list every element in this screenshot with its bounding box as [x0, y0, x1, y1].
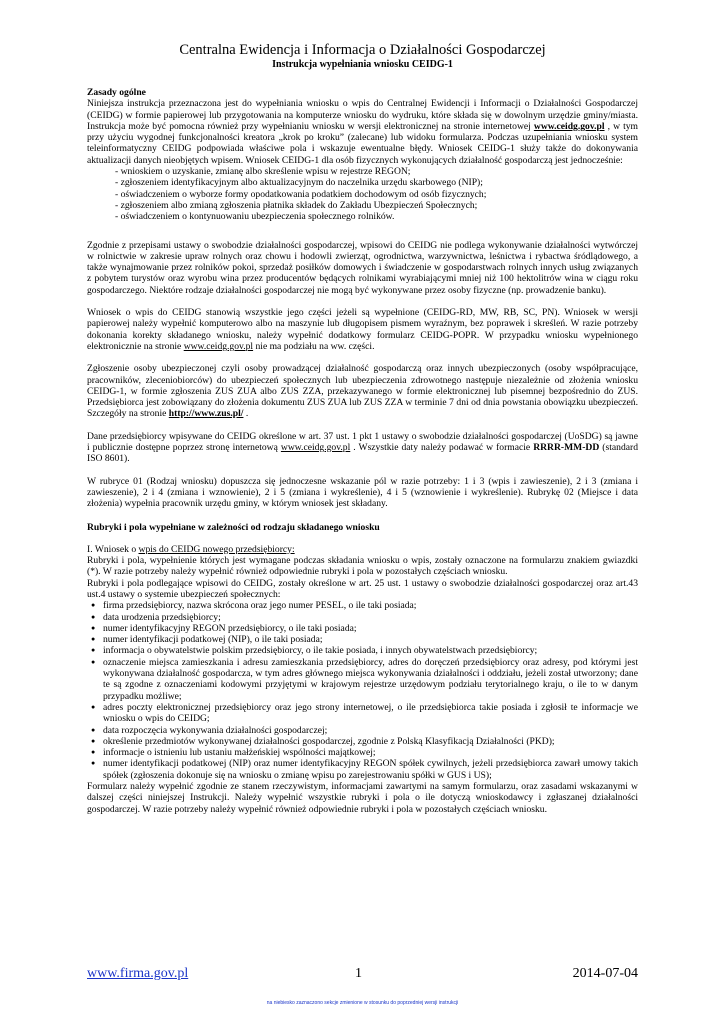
list-item: - zgłoszeniem identyfikacyjnym albo aktualizacyjnym do naczelnika urzędu skarbowego (NIP); [115, 177, 483, 189]
list-item: ● data rozpoczęcia wykonywania działalności gospodarczej; [103, 725, 638, 736]
text-span: (standard ISO 8601). [87, 442, 638, 465]
list-item: ● informacja o obywatelstwie polskim przedsiębiorcy, o ile takie posiada, i innych obywatelstwach przedsiębiorcy; [103, 645, 638, 656]
date-format: RRRR-MM-DD [533, 442, 600, 454]
footer-note: na niebiesko zaznaczono sekcje zmienione w stosunku do poprzedniej wersji instrukcji [266, 1000, 459, 1006]
footer-date: 2014-07-04 [572, 966, 638, 981]
bullet-list [87, 600, 638, 781]
paragraph-application-parts [87, 307, 638, 352]
paragraph-agriculture: Zgodnie z przepisami ustawy o swobodzie działalności gospodarczej, wpisowi do CEIDG nie podlega wykonywanie działalności wytwórczej w rolnictwie w zakresie upraw rolnych oraz chowu i hodowli zwierząt, ogrodnictwa, warzywnictwa, leśnictwa i rybactwa śródlądowego, a także wynajmowanie przez rolników pokoi, sprzedaż posiłków domowych i świadczenie w gospodarstwach rolnych innych usług związanych z pobytem turystów oraz wyrobu wina przez producentów będących rolnikami wyrabiającymi mniej niż 100 hektolitrów wina w ciągu roku gospodarczego. Niektóre rodzaje działalności gospodarczej nie mogą być wykonywane przez osoby fizyczne (np. prowadzenie banku). [87, 239, 638, 296]
list-item: - zgłoszeniem albo zmianą zgłoszenia płatnika składek do Zakładu Ubezpieczeń Społecznych; [115, 199, 478, 211]
ceidg-link[interactable]: www.ceidg.gov.pl [183, 340, 254, 352]
document-title: Centralna Ewidencja i Informacja o Działalności Gospodarczej [179, 42, 546, 58]
footer-website-link[interactable]: www.firma.gov.pl [87, 966, 189, 981]
paragraph-fill-rules: Formularz należy wypełnić zgodnie ze stanem rzeczywistym, informacjami zawartymi na samym formularzu, oraz zasadami wskazanymi w dalszej części niniejszej Instrukcji. Należy wypełnić wszystkie rubryki i pola o ile dotyczą wnioskodawcy i zgłaszanej działalności gospodarczej. W razie potrzeby należy wypełnić również odpowiednie rubryki i pola w pozostałych częściach wniosku. [87, 781, 638, 815]
paragraph-zus [87, 363, 638, 419]
list-item: ● firma przedsiębiorcy, nazwa skrócona oraz jego numer PESEL, o ile taki posiada; [103, 600, 638, 611]
page-number: 1 [355, 966, 362, 981]
list-item: - oświadczeniem o wyborze formy opodatkowania podatkiem dochodowym od osób fizycznych; [115, 188, 487, 200]
text-span: I. Wniosek o [87, 543, 139, 555]
list-item: ● data urodzenia przedsiębiorcy; [103, 612, 638, 623]
dash-list [87, 166, 638, 222]
list-item: ● określenie przedmiotów wykonywanej działalności gospodarczej, zgodnie z Polską Klasyfikacją Działalności (PKD); [103, 736, 638, 747]
list-item: ● numer identyfikacji podatkowej (NIP) oraz numer identyfikacyjny REGON spółek cywilnych, jeżeli przedsiębiorca zawarł umowy takich spółek (zgłoszenia dokonuje się na wniosku o zmianę wpisu po zarejestrowaniu spółki w GUS i US); [103, 758, 638, 781]
list-item: ● numer identyfikacyjny REGON przedsiębiorcy, o ile taki posiada; [103, 623, 638, 634]
text-span: Wniosek o wpis do CEIDG stanowią wszystkie jego części jeżeli są wypełnione (CEIDG-RD, MW, RB, SC, PN). Wniosek w wersji papierowej należy wypełnić komputerowo albo na maszynie lub długopisem pismem wyraźnym, bez poprawek i skreśleń. W razie potrzeby dokonania korekty składanego wniosku, należy wypełnić dodatkowy formularz CEIDG-POPR. W przypadku wniosku wypełnionego elektronicznie na stronie [87, 307, 638, 352]
subsection-heading [87, 544, 638, 555]
list-item: ● informacje o istnieniu lub ustaniu małżeńskiej wspólności majątkowej; [103, 747, 638, 758]
paragraph-required-fields: Rubryki i pola, wypełnienie których jest wymagane podczas składania wniosku o wpis, zostały oznaczone na formularzu znakiem gwiazdki (*). W razie potrzeby należy wypełnić również odpowiednie rubryki i pola w pozostałych częściach wniosku. [87, 555, 638, 578]
list-item: ● numer identyfikacji podatkowej (NIP), o ile taki posiada; [103, 634, 638, 645]
list-item: ● adres poczty elektronicznej przedsiębiorcy oraz jego strony internetowej, o ile przedsiębiorca takie posiada i zgłosił te informacje we wniosku o wpis do CEIDG; [103, 702, 638, 725]
text-span: Dane przedsiębiorcy wpisywane do CEIDG określone w art. 37 ust. 1 pkt 1 ustawy o swobodzie działalności gospodarczej (UoSDG) są jawne i publicznie dostępne poprzez stronę internetową [87, 430, 638, 454]
section-heading-rubrics: Rubryki i pola wypełniane w zależności od rodzaju składanego wniosku [87, 521, 380, 533]
text-span: nie ma podziału na ww. części. [253, 340, 375, 352]
section-heading-general: Zasady ogólne [87, 87, 146, 98]
text-span: , w tym przy użyciu wygodnej funkcjonalności kreatora „krok po kroku” (zalecane) lub widoku formularza. Podczas uzupełniania wniosku system teleinformatyczny CEIDG podpowiada właściwe pola i wskazuje ewentualne błędy. Wniosek CEIDG-1 służy także do dokonywania aktualizacji danych nieobjętych wpisem. Wniosek CEIDG-1 dla osób fizycznych wykonujących działalność gospodarczą jest jednocześnie: [87, 120, 638, 166]
text-span: wpis do CEIDG nowego przedsiębiorcy: [138, 543, 295, 555]
text-span: Zgłoszenie osoby ubezpieczonej czyli osoby prowadzącej działalność gospodarczą oraz innych ubezpieczonych (osoby współpracujące, pracowników, zleceniobiorców) do ubezpieczeń społecznych lub ubezpieczenia zdrowotnego następuje niezależnie od złożenia wniosku CEIDG-1, w formie zgłoszenia ZUS ZUA albo ZUS ZZA, przekazywanego w formie elektronicznej lub pisemnej bezpośrednio do ZUS. Przedsiębiorca jest zobowiązany do złożenia dokumentu ZUS ZUA lub ZUS ZZA w terminie 7 dni od dnia powstania obowiązku ubezpieczeń. Szczegóły na stronie [87, 363, 638, 420]
zus-link[interactable]: http://www.zus.pl/ [168, 408, 244, 420]
paragraph-rubric-01: W rubryce 01 (Rodzaj wniosku) dopuszcza się jednoczesne wskazanie pól w razie potrzeby: 1 i 3 (wpis i zawieszenie), 2 i 3 (zmiana i zawieszenie), 2 i 4 (zmiana i wznowienie), 2 i 5 (zmiana i wykreślenie), 4 i 5 (wznowienie i wykreślenie). Rubrykę 02 (Miejsce i data złożenia) wypełnia pracownik urzędu gminy, w którym wniosek jest składany. [87, 475, 638, 510]
document-body [87, 87, 638, 815]
ceidg-link[interactable]: www.ceidg.gov.pl [533, 120, 605, 132]
list-item: - wnioskiem o uzyskanie, zmianę albo skreślenie wpisu w rejestrze REGON; [115, 166, 411, 178]
page-footer [87, 966, 638, 986]
paragraph-public-data [87, 431, 638, 465]
text-span: . Wszystkie daty należy podawać w formacie [350, 442, 534, 454]
document-page [87, 42, 638, 815]
document-subtitle: Instrukcja wypełniania wniosku CEIDG-1 [272, 59, 453, 70]
ceidg-link[interactable]: www.ceidg.gov.pl [280, 442, 351, 454]
text-span: . [243, 408, 249, 420]
paragraph-registered-fields: Rubryki i pola podlegające wpisowi do CEIDG, zostały określone w art. 25 ust. 1 ustawy o swobodzie działalności gospodarczej oraz art.43 ust.4 ustawy o systemie ubezpieczeń społecznych: [87, 577, 638, 600]
list-item: - oświadczeniem o kontynuowaniu ubezpieczenia społecznego rolników. [115, 211, 395, 223]
list-item: ● oznaczenie miejsca zamieszkania i adresu zamieszkania przedsiębiorcy, adres do doręczeń przedsiębiorcy oraz adresy, pod którymi jest wykonywana działalność gospodarcza, w tym adres głównego miejsca wykonywania działalności i oddziału, jeżeli został utworzony; dane te są zgodne z oznaczeniami kodowymi przyjętymi w krajowym rejestrze urzędowym podziału terytorialnego kraju, o ile to w danym przypadku możliwe; [103, 657, 638, 702]
paragraph-intro [87, 98, 638, 166]
text-span: Niniejsza instrukcja przeznaczona jest do wypełniania wniosku o wpis do Centralnej Ewidencji i Informacji o Działalności Gospodarczej (CEIDG) w formie papierowej lub przygotowania na komputerze wniosku do wydruku, które składa się w dowolnym urzędzie gminy/miasta. Instrukcja może być pomocna również przy wypełnianiu wniosku w wersji elektronicznej na stronie internetowej [87, 98, 638, 132]
